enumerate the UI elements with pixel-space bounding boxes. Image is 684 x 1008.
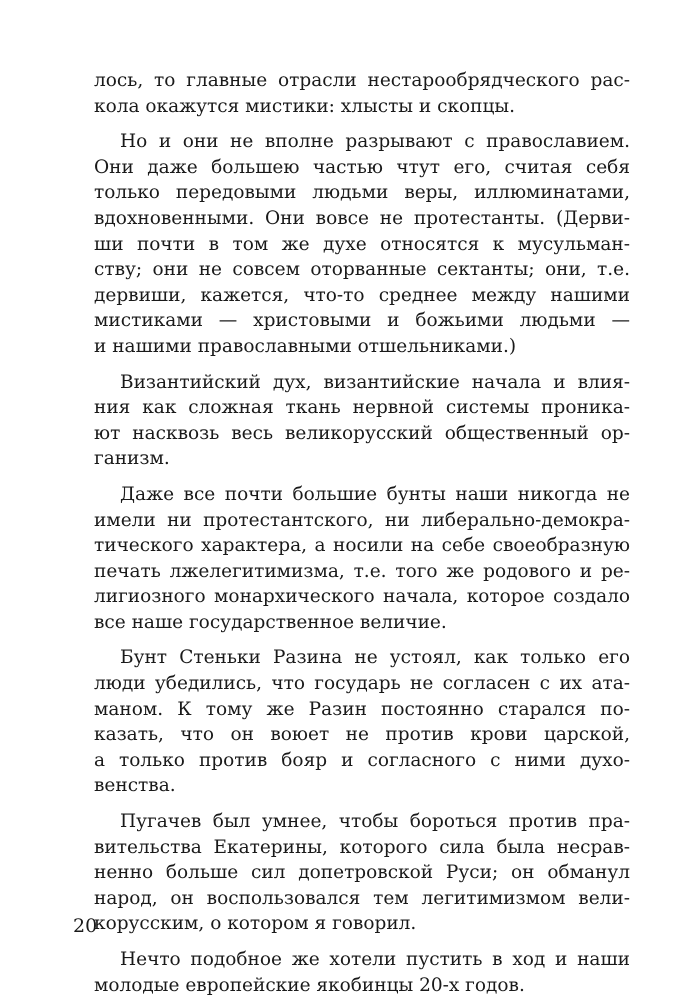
text-line: народ, он воспользовался тем легитимизмом вели- xyxy=(94,887,630,909)
text-line: дервиши, кажется, что-то среднее между нашими xyxy=(94,284,630,306)
paragraph-6 xyxy=(94,809,630,937)
text-line: имели ни протестантского, ни либерально-демокра- xyxy=(94,509,630,531)
text-line: казать, что он воюет не против крови царской, xyxy=(94,724,630,746)
paragraph-7 xyxy=(94,947,630,998)
text-line: вительства Екатерины, которого сила была несрав- xyxy=(94,836,630,858)
paragraph-5 xyxy=(94,645,630,799)
text-line: лигиозного монархического начала, которое создало xyxy=(94,586,630,608)
text-line: ют насквозь весь великорусский общественный ор- xyxy=(94,422,630,444)
text-line: Пугачев был умнее, чтобы бороться против пра- xyxy=(120,811,630,833)
text-line: Даже все почти большие бунты наши никогда не xyxy=(120,483,630,505)
text-line: молодые европейские якобинцы 20-х годов. xyxy=(94,974,525,996)
text-line: ству; они не совсем оторванные сектанты; они, т.е. xyxy=(94,259,630,281)
text-line: кола окажутся мистики: хлысты и скопцы. xyxy=(94,95,516,117)
text-line: а только против бояр и согласного с ними духо- xyxy=(94,749,630,771)
text-line: Они даже большею частью чтут его, считая себя xyxy=(94,156,630,178)
text-line: ненно больше сил допетровской Руси; он обманул xyxy=(94,862,630,884)
text-line: ния как сложная ткань нервной системы проника- xyxy=(94,397,630,419)
text-line: Бунт Стеньки Разина не устоял, как только его xyxy=(120,647,630,669)
text-line: Нечто подобное же хотели пустить в ход и наши xyxy=(120,949,630,970)
text-line: Византийский дух, византийские начала и влия- xyxy=(120,371,630,393)
text-line: маном. К тому же Разин постоянно старался по- xyxy=(94,698,630,720)
text-line: вдохновенными. Они вовсе не протестанты. (Дерви- xyxy=(94,207,630,229)
text-line: все наше государственное величие. xyxy=(94,611,447,633)
text-line: ши почти в том же духе относятся к мусульман- xyxy=(94,233,630,255)
text-line: лось, то главные отрасли нестарообрядческого рас- xyxy=(94,70,630,91)
text-line: люди убедились, что государь не согласен с их ата- xyxy=(94,673,630,695)
text-line: и нашими православными отшельниками.) xyxy=(94,335,517,357)
text-line: ганизм. xyxy=(94,448,170,470)
text-line: только передовыми людьми веры, иллюминатами, xyxy=(94,182,630,204)
paragraph-1 xyxy=(94,68,630,119)
text-line: Но и они не вполне разрывают с православием. xyxy=(120,131,630,153)
page-number: 20 xyxy=(73,915,98,937)
text-line: венства. xyxy=(94,775,176,797)
text-line: печать лжелегитимизма, т.е. того же родового и ре- xyxy=(94,560,630,582)
paragraph-2 xyxy=(94,129,630,359)
text-line: корусским, о котором я говорил. xyxy=(94,913,417,935)
body-text xyxy=(94,68,630,1008)
paragraph-3 xyxy=(94,370,630,472)
text-line: мистиками — христовыми и божьими людьми — xyxy=(94,310,630,332)
text-line: тического характера, а носили на себе своеобразную xyxy=(94,535,630,557)
paragraph-4 xyxy=(94,482,630,636)
